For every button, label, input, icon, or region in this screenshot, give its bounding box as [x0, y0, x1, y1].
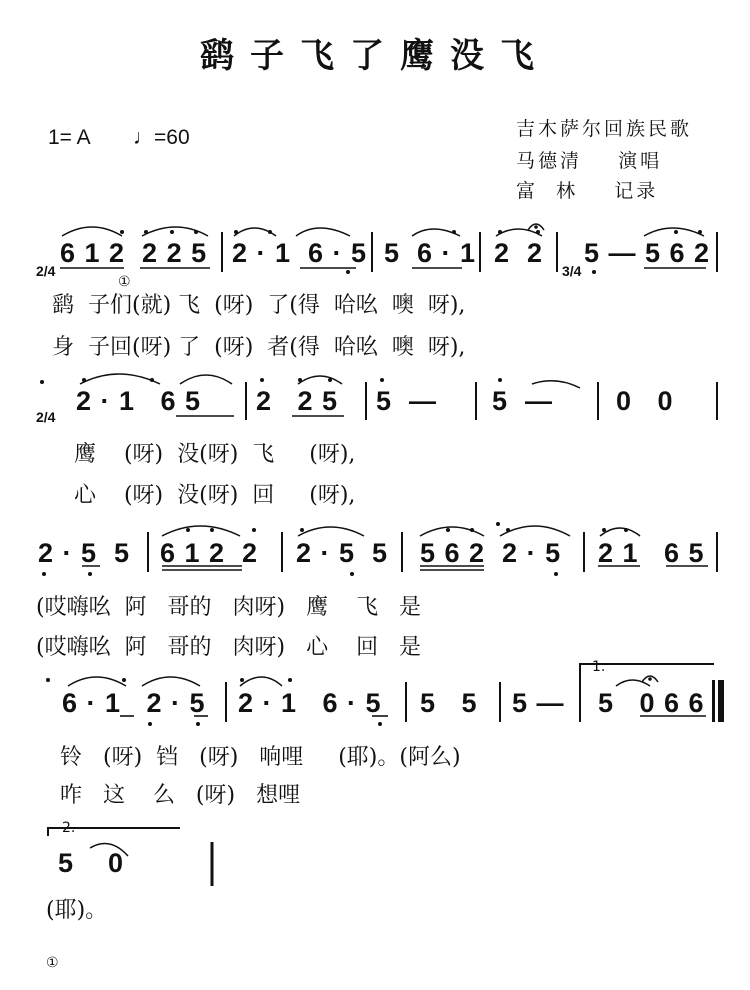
footnote-marker: ① — [118, 274, 131, 290]
measure-12-notes: 6 1 2 2 — [160, 538, 259, 568]
time-signature-2-4: 2/4 — [36, 263, 56, 279]
time-signature-2-4-second: 2/4 — [36, 409, 56, 425]
measure-15-notes: 2 1 6 5 — [598, 538, 705, 568]
measure-11-notes: 2 · 5 5 — [38, 538, 131, 568]
credit-recorder: 富 林 记录 — [516, 180, 659, 202]
measure-5-notes: 5 — 5 6 2 — [584, 238, 711, 268]
volta-1-label: 1. — [592, 659, 606, 675]
credit-origin: 吉木萨尔回族民歌 — [516, 118, 693, 140]
footnote: ① — [46, 955, 59, 971]
measure-20-notes: 5 0 6 6 — [598, 688, 705, 718]
measure-3-notes: 5 6 · 1 — [384, 238, 477, 268]
measure-10-notes: 0 0 — [616, 386, 674, 416]
lyrics-line-2: 身 子回(呀) 了 (呀) 者(得 哈吆 噢 呀), — [52, 335, 466, 360]
measure-6-notes: 2 · 1 6 5 — [76, 386, 202, 416]
measure-21-notes: 5 0 — [58, 848, 125, 878]
measure-14-notes: 5 6 2 2 · 5 — [420, 538, 562, 568]
lyrics-line-4: 心 (呀) 没(呀) 回 (呀), — [74, 483, 356, 508]
song-title: 鹞子飞了鹰没飞 — [200, 36, 550, 76]
key-signature: 1= A — [48, 126, 91, 149]
lyrics-line-8: 咋 这 么 (呀) 想哩 — [60, 783, 301, 808]
measure-16-notes: 6 · 1 2 · 5 — [62, 688, 206, 718]
lyrics-line-7: 铃 (呀) 铛 (呀) 响哩 (耶)。(阿么) — [60, 745, 461, 770]
time-signature-3-4: 3/4 — [562, 263, 582, 279]
lyrics-line-3: 鹰 (呀) 没(呀) 飞 (呀), — [74, 442, 356, 467]
measure-18-notes: 5 5 — [420, 688, 478, 718]
measure-9-notes: 5 — — [492, 386, 554, 416]
lyrics-line-5: (哎嗨吆 阿 哥的 肉呀) 鹰 飞 是 — [36, 595, 422, 620]
measure-1-notes: 6 1 2 2 2 5 — [60, 238, 208, 268]
measure-8-notes: 5 — — [376, 386, 438, 416]
tempo-marking: ♩=60 — [133, 126, 190, 149]
measure-4-notes: 2 2 — [494, 238, 544, 268]
measure-19-notes: 5 — — [512, 688, 565, 718]
lyrics-line-1: 鹞 子们(就) 飞 (呀) 了(得 哈吆 噢 呀), — [52, 293, 466, 318]
measure-7-notes: 2 2 5 — [256, 386, 339, 416]
volta-2-label: 2. — [62, 820, 76, 836]
measure-17-notes: 2 · 1 6 · 5 — [238, 688, 382, 718]
measure-13-notes: 2 · 5 5 — [296, 538, 389, 568]
credit-singer: 马德清 演唱 — [516, 150, 663, 172]
measure-2-notes: 2 · 1 6 · 5 — [232, 238, 368, 268]
lyrics-line-9: (耶)。 — [46, 898, 108, 923]
lyrics-line-6: (哎嗨吆 阿 哥的 肉呀) 心 回 是 — [36, 635, 422, 660]
